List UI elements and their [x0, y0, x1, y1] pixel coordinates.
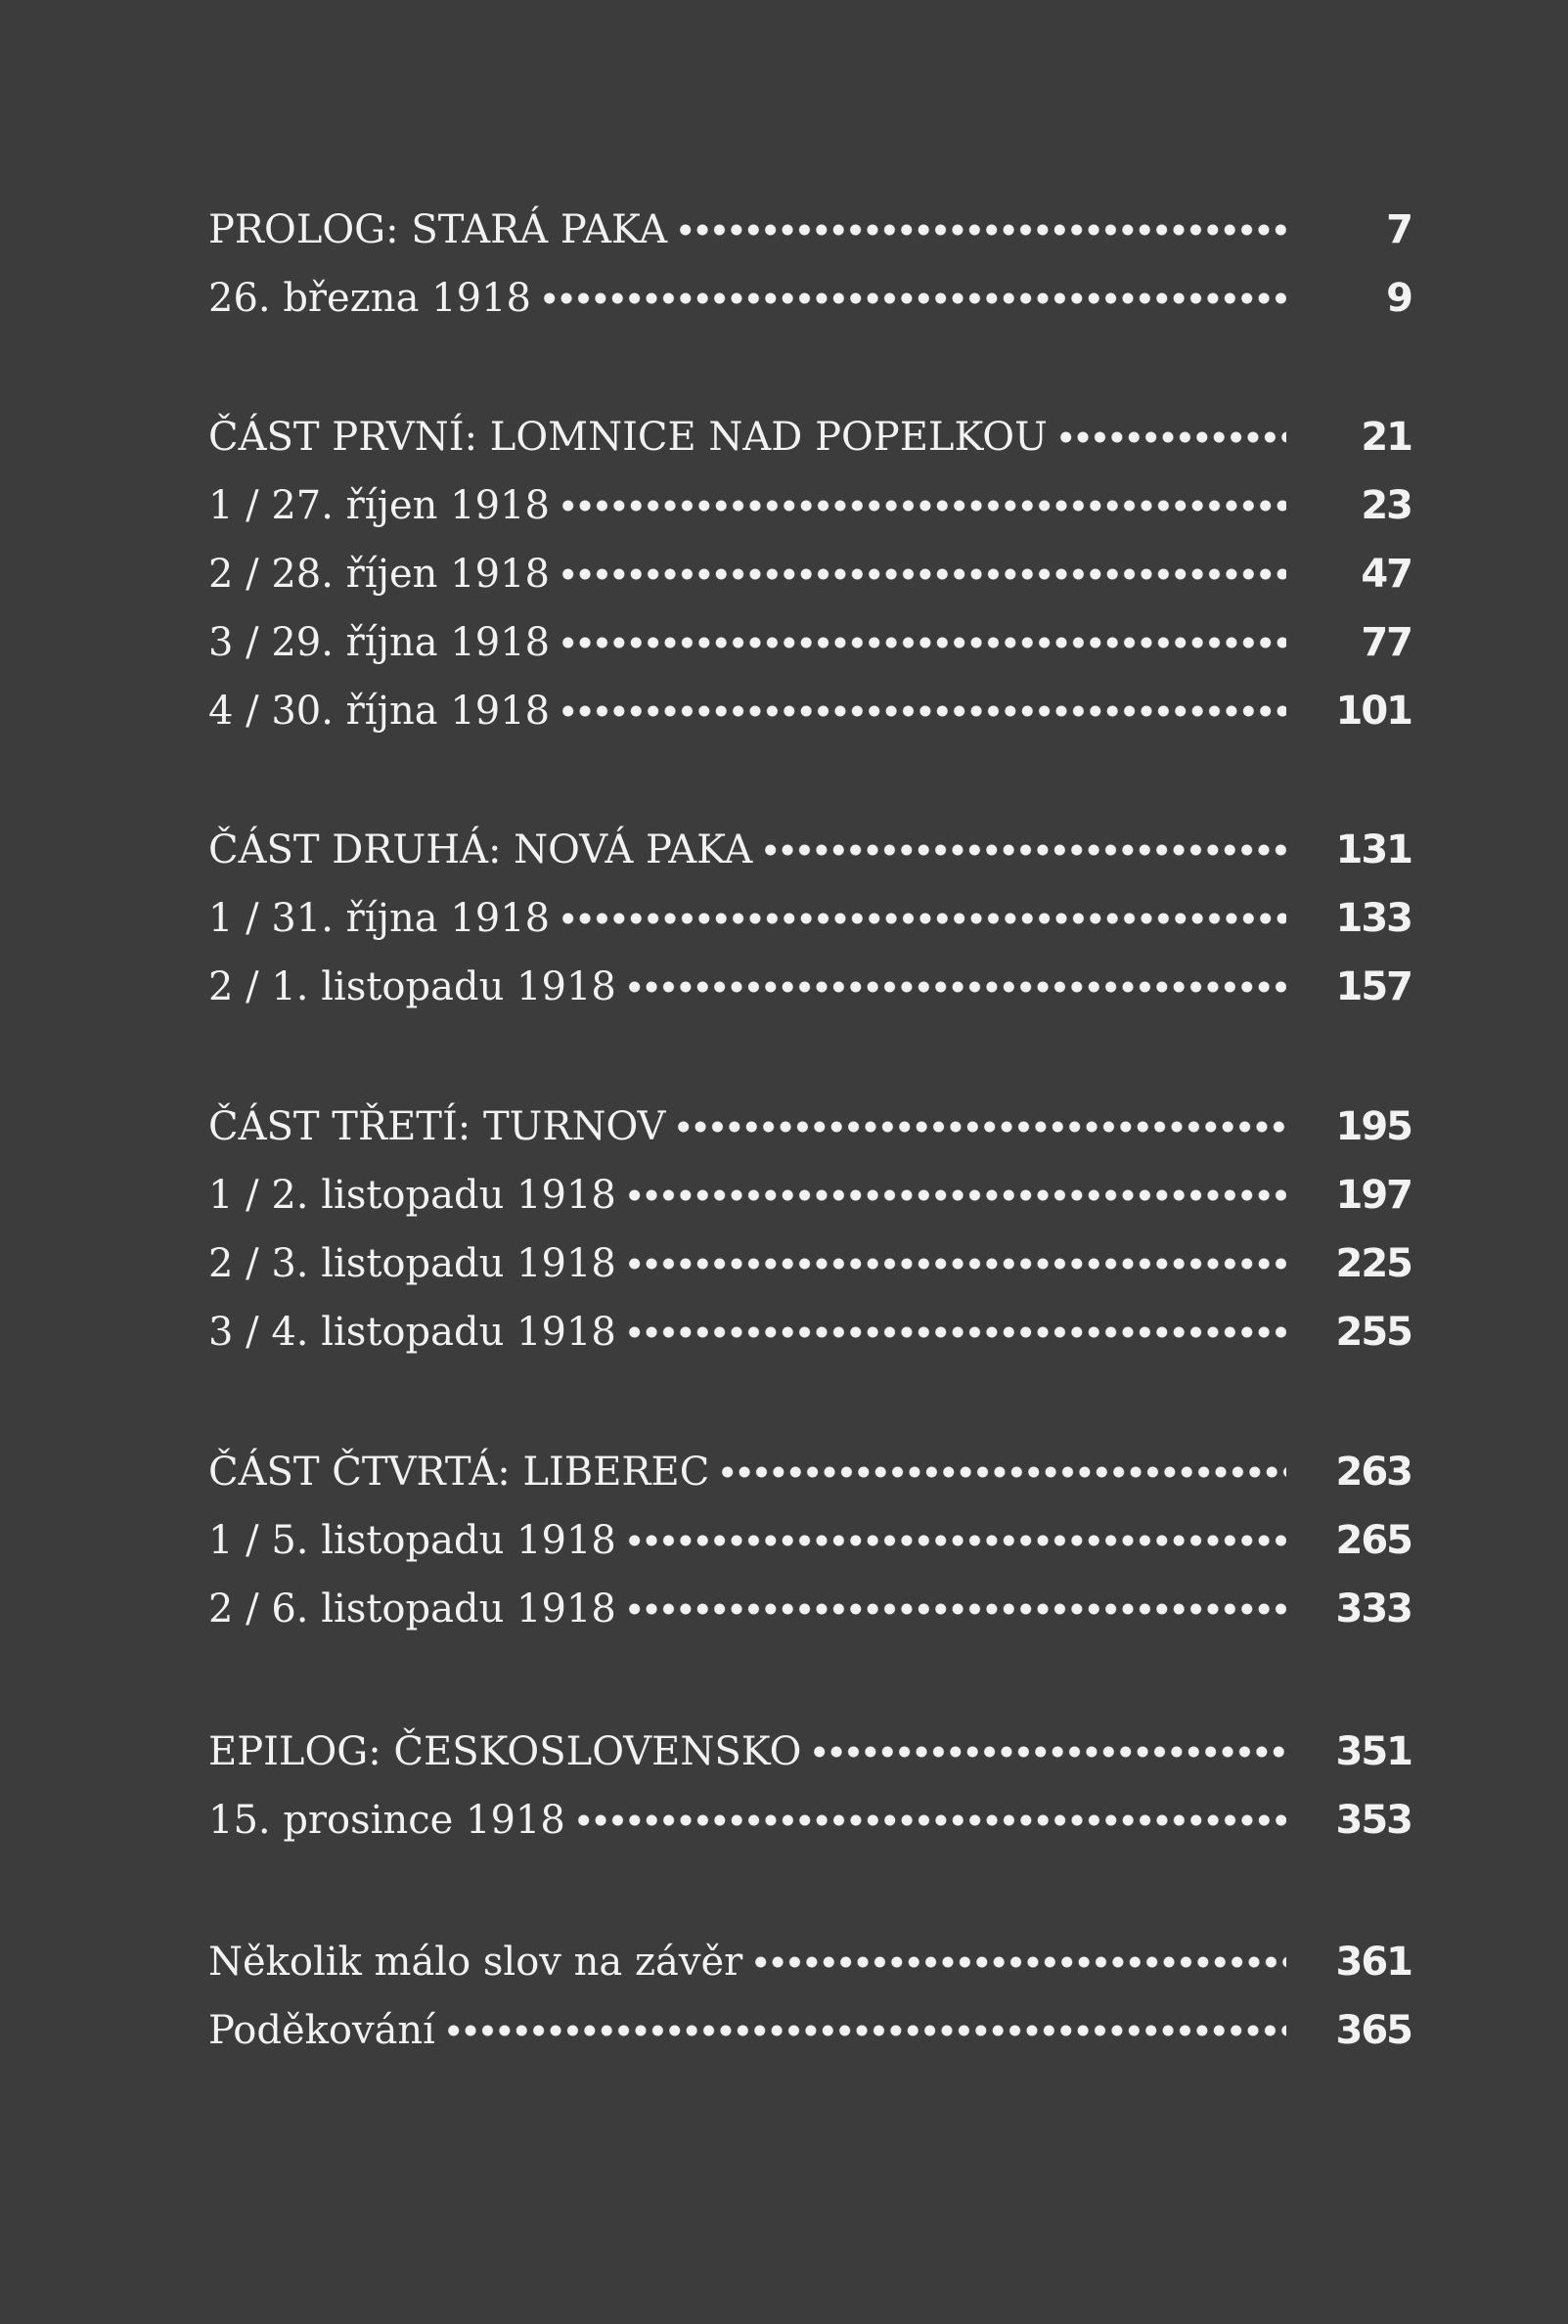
toc-entry-title: PROLOG: STARÁ PAKA — [208, 207, 668, 252]
toc-page-number: 9 — [1386, 276, 1411, 321]
dot-leader — [541, 269, 1286, 328]
toc-entry-chapter — [208, 1303, 1411, 1362]
toc-entry-title: 1 / 2. listopadu 1918 — [208, 1173, 616, 1218]
toc-entry-chapter — [208, 269, 1411, 328]
toc-entry-chapter — [208, 958, 1411, 1016]
toc-entry-title: ČÁST PRVNÍ: LOMNICE NAD POPELKOU — [208, 415, 1048, 460]
toc-entry-chapter — [208, 476, 1411, 535]
toc-entry-part-3 — [208, 1097, 1411, 1156]
dot-leader — [719, 1443, 1286, 1501]
toc-entry-acknowledgements — [208, 2001, 1411, 2060]
toc-entry-title: ČÁST ČTVRTÁ: LIBEREC — [208, 1450, 710, 1495]
dot-leader — [762, 821, 1286, 879]
toc-page-number: 7 — [1386, 207, 1411, 252]
toc-entry-part-1 — [208, 408, 1411, 467]
toc-entry-title: 2 / 3. listopadu 1918 — [208, 1241, 616, 1286]
dot-leader — [626, 1234, 1286, 1293]
toc-entry-chapter — [208, 613, 1411, 672]
toc-entry-title: Několik málo slov na závěr — [208, 1940, 743, 1985]
toc-entry-epilog — [208, 1722, 1411, 1781]
toc-entry-chapter — [208, 545, 1411, 603]
dot-leader — [752, 1933, 1286, 1991]
toc-page-number: 333 — [1335, 1587, 1411, 1631]
dot-leader — [560, 545, 1286, 603]
toc-page-number: 351 — [1335, 1729, 1411, 1774]
dot-leader — [560, 889, 1286, 948]
dot-leader — [560, 682, 1286, 740]
dot-leader — [626, 1511, 1286, 1570]
toc-entry-afterword — [208, 1933, 1411, 1991]
dot-leader — [675, 1097, 1286, 1156]
toc-page-number: 77 — [1361, 620, 1411, 665]
toc-page-number: 21 — [1361, 415, 1411, 460]
toc-entry-chapter — [208, 1511, 1411, 1570]
dot-leader — [677, 201, 1286, 259]
toc-entry-title: 26. března 1918 — [208, 276, 531, 321]
dot-leader — [445, 2001, 1286, 2060]
toc-page-number: 225 — [1335, 1241, 1411, 1286]
toc-entry-title: 3 / 4. listopadu 1918 — [208, 1310, 616, 1355]
toc-entry-title: 2 / 28. říjen 1918 — [208, 552, 550, 597]
dot-leader — [626, 1303, 1286, 1362]
toc-page-number: 197 — [1335, 1173, 1411, 1218]
toc-page-number: 365 — [1335, 2008, 1411, 2053]
toc-entry-chapter — [208, 1791, 1411, 1850]
dot-leader — [626, 1580, 1286, 1638]
toc-page-number: 353 — [1335, 1798, 1411, 1843]
toc-entry-title: EPILOG: ČESKOSLOVENSKO — [208, 1729, 802, 1774]
toc-entry-title: ČÁST DRUHÁ: NOVÁ PAKA — [208, 827, 753, 872]
toc-page-number: 47 — [1361, 552, 1411, 597]
toc-page-number: 133 — [1335, 896, 1411, 941]
toc-entry-chapter — [208, 682, 1411, 740]
toc-entry-title: 1 / 27. říjen 1918 — [208, 483, 550, 528]
toc-page-number: 265 — [1335, 1518, 1411, 1563]
toc-page-number: 101 — [1335, 689, 1411, 734]
toc-page-number: 23 — [1361, 483, 1411, 528]
dot-leader — [626, 958, 1286, 1016]
dot-leader — [560, 613, 1286, 672]
toc-entry-part-4 — [208, 1443, 1411, 1501]
toc-entry-title: ČÁST TŘETÍ: TURNOV — [208, 1104, 666, 1149]
toc-entry-title: 1 / 5. listopadu 1918 — [208, 1518, 616, 1563]
dot-leader — [575, 1791, 1286, 1850]
toc-entry-part-2 — [208, 821, 1411, 879]
toc-page-number: 361 — [1335, 1940, 1411, 1985]
toc-entry-chapter — [208, 1580, 1411, 1638]
toc-entry-title: 3 / 29. října 1918 — [208, 620, 551, 665]
toc-page-number: 263 — [1335, 1450, 1411, 1495]
toc-entry-title: 4 / 30. října 1918 — [208, 689, 551, 734]
dot-leader — [811, 1722, 1286, 1781]
toc-entry-title: Poděkování — [208, 2008, 435, 2053]
toc-entry-title: 15. prosince 1918 — [208, 1798, 565, 1843]
toc-page-number: 131 — [1335, 827, 1411, 872]
dot-leader — [560, 476, 1286, 535]
dot-leader — [626, 1166, 1286, 1225]
toc-page-number: 157 — [1335, 964, 1411, 1009]
toc-entry-chapter — [208, 1166, 1411, 1225]
dot-leader — [1057, 408, 1286, 467]
toc-page-number: 195 — [1335, 1104, 1411, 1149]
toc-entry-chapter — [208, 1234, 1411, 1293]
toc-entry-title: 2 / 1. listopadu 1918 — [208, 964, 616, 1009]
toc-page-number: 255 — [1335, 1310, 1411, 1355]
toc-entry-title: 2 / 6. listopadu 1918 — [208, 1587, 616, 1631]
toc-entry-title: 1 / 31. října 1918 — [208, 896, 551, 941]
toc-entry-chapter — [208, 889, 1411, 948]
toc-entry-prolog — [208, 201, 1411, 259]
